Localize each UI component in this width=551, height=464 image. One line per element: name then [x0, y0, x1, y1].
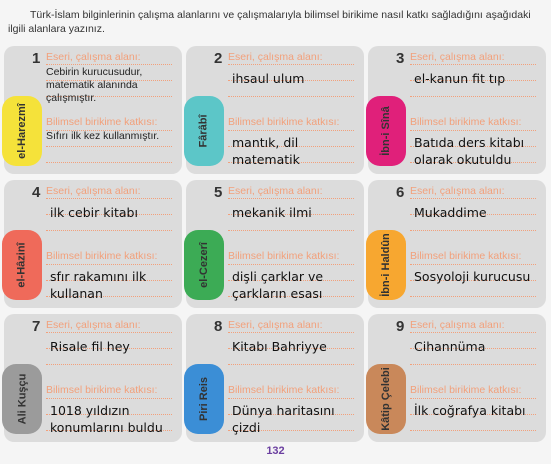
writing-line: [410, 398, 536, 399]
card-number: 8: [214, 318, 223, 335]
scholar-name-tab: [184, 96, 224, 166]
scholar-name: İbn-i Haldûn: [380, 233, 393, 297]
contribution-label: Bilimsel birikime katkısı:: [410, 250, 522, 262]
writing-line: [410, 96, 536, 97]
work-answer: el-kanun fit tıp: [414, 71, 506, 86]
card-number: 2: [214, 50, 223, 67]
card-number: 5: [214, 184, 223, 201]
writing-line: [228, 64, 354, 65]
writing-line: [46, 198, 172, 199]
contribution-label: Bilimsel birikime katkısı:: [228, 384, 340, 396]
writing-line: [46, 264, 172, 265]
writing-line: [410, 430, 536, 431]
writing-line: [410, 130, 536, 131]
contribution-answer: Batıda ders kitabı olarak okutuldu: [414, 135, 525, 167]
contribution-label: Bilimsel birikime katkısı:: [410, 116, 522, 128]
scholar-card: [4, 314, 182, 442]
scholar-name-tab: [366, 96, 406, 166]
writing-line: [228, 130, 354, 131]
contribution-answer: dişli çarklar ve çarkların esası: [232, 269, 324, 301]
work-answer: mekanik ilmi: [232, 205, 312, 220]
contribution-label: Bilimsel birikime katkısı:: [46, 116, 158, 128]
contribution-answer: Sıfırı ilk kez kullanmıştır.: [46, 130, 160, 142]
work-answer: ihsaul ulum: [232, 71, 305, 86]
work-label: Eseri, çalışma alanı:: [46, 319, 141, 331]
card-number: 3: [396, 50, 405, 67]
work-answer: ilk cebir kitabı: [50, 205, 138, 220]
contribution-answer: mantık, dil matematik: [232, 135, 300, 167]
scholar-name: İbn-i Sînâ: [380, 106, 392, 156]
scholar-name-tab: [366, 364, 406, 434]
writing-line: [228, 230, 354, 231]
card-number: 1: [32, 50, 41, 67]
writing-line: [410, 230, 536, 231]
scholar-name: Piri Reis: [198, 376, 210, 422]
writing-line: [228, 96, 354, 97]
writing-line: [46, 398, 172, 399]
scholar-card: [186, 46, 364, 174]
writing-line: [228, 264, 354, 265]
work-label: Eseri, çalışma alanı:: [228, 185, 323, 197]
contribution-label: Bilimsel birikime katkısı:: [228, 250, 340, 262]
scholar-name-tab: [2, 364, 42, 434]
scholar-name: el-Cezerî: [198, 242, 211, 288]
scholar-name: Fârâbî: [197, 114, 210, 148]
writing-line: [46, 146, 172, 147]
card-number: 4: [32, 184, 41, 201]
scholar-card: [368, 46, 546, 174]
work-answer: Cebirin kurucusudur, matematik alanında çalışmıştır.: [46, 66, 143, 104]
scholar-name: el-Harezmî: [16, 103, 29, 159]
scholar-name-tab: [2, 96, 42, 166]
work-label: Eseri, çalışma alanı:: [228, 319, 323, 331]
work-label: Eseri, çalışma alanı:: [46, 185, 141, 197]
scholar-card: [368, 314, 546, 442]
card-number: 9: [396, 318, 405, 335]
contribution-label: Bilimsel birikime katkısı:: [46, 384, 158, 396]
contribution-label: Bilimsel birikime katkısı:: [46, 250, 158, 262]
scholar-name-tab: [184, 230, 224, 300]
writing-line: [46, 230, 172, 231]
writing-line: [228, 332, 354, 333]
card-number: 6: [396, 184, 405, 201]
writing-line: [410, 296, 536, 297]
scholar-card: [4, 46, 182, 174]
scholar-card: [186, 314, 364, 442]
work-answer: Cihannüma: [414, 339, 486, 354]
work-answer: Risale fil hey: [50, 339, 130, 354]
scholar-name-tab: [2, 230, 42, 300]
contribution-answer: İlk coğrafya kitabı: [414, 403, 526, 418]
contribution-answer: Sosyoloji kurucusu: [414, 269, 531, 284]
writing-line: [46, 332, 172, 333]
writing-line: [410, 264, 536, 265]
scholar-card: [4, 180, 182, 308]
writing-line: [410, 198, 536, 199]
contribution-answer: Dünya haritasını çizdi: [232, 403, 335, 435]
writing-line: [228, 364, 354, 365]
work-label: Eseri, çalışma alanı:: [410, 51, 505, 63]
contribution-answer: sfır rakamını ilk kullanan: [50, 269, 147, 301]
instruction-text: Türk-İslam bilginlerinin çalışma alanlarını ve çalışmalarıyla bilimsel birikime nasıl katkı sağladığını aşağıdaki ilgili alanlara yazınız.: [8, 9, 531, 35]
scholar-name-tab: [184, 364, 224, 434]
work-label: Eseri, çalışma alanı:: [410, 319, 505, 331]
contribution-answer: 1018 yıldızın konumlarını buldu: [50, 403, 163, 435]
scholar-name-tab: [366, 230, 406, 300]
work-label: Eseri, çalışma alanı:: [46, 51, 141, 63]
writing-line: [228, 198, 354, 199]
page-number: 132: [266, 445, 285, 457]
writing-line: [46, 162, 172, 163]
writing-line: [410, 64, 536, 65]
scholar-card: [368, 180, 546, 308]
writing-line: [46, 364, 172, 365]
card-number: 7: [32, 318, 41, 335]
work-label: Eseri, çalışma alanı:: [228, 51, 323, 63]
work-answer: Kitabı Bahriyye: [232, 339, 327, 354]
scholar-card: [186, 180, 364, 308]
work-label: Eseri, çalışma alanı:: [410, 185, 505, 197]
contribution-label: Bilimsel birikime katkısı:: [410, 384, 522, 396]
scholar-name: Ali Kuşçu: [16, 373, 29, 425]
scholar-name: Kâtip Çelebi: [380, 367, 393, 431]
work-answer: Mukaddime: [414, 205, 487, 220]
writing-line: [410, 364, 536, 365]
scholar-name: el-Hâzinî: [16, 242, 29, 288]
writing-line: [410, 332, 536, 333]
contribution-label: Bilimsel birikime katkısı:: [228, 116, 340, 128]
writing-line: [46, 64, 172, 65]
writing-line: [228, 398, 354, 399]
